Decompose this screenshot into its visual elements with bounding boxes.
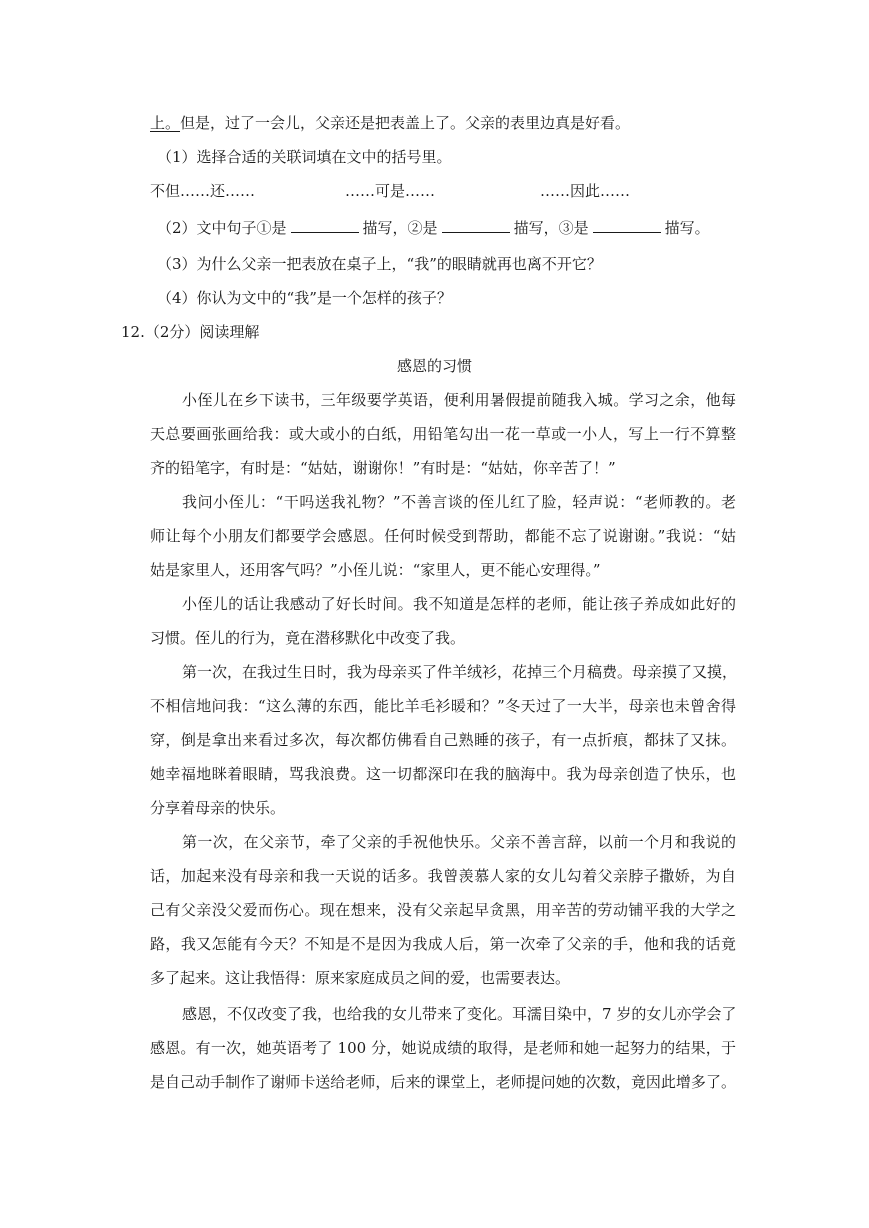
para6-line2: 感恩。有一次，她英语考了 100 分，她说成绩的取得，是老师和她一起努力的结果，于 [150,1039,736,1057]
para1-line1: 小侄儿在乡下读书，三年级要学英语，便利用暑假提前随我入城。学习之余，他每 [182,391,736,409]
sub-question-1: （1）选择合适的关联词填在文中的括号里。 [157,148,452,166]
answer-blank-1[interactable] [291,218,359,233]
para4-line4: 她幸福地眯着眼睛，骂我浪费。这一切都深印在我的脑海中。我为母亲创造了快乐，也 [150,765,736,783]
para3-line2: 习惯。侄儿的行为，竟在潜移默化中改变了我。 [150,629,466,647]
sub-question-4: （4）你认为文中的“我”是一个怎样的孩子？ [157,289,452,307]
para1-line2: 天总要画张画给我：或大或小的白纸，用铅笔勾出一花一草或一小人，写上一行不算整 [150,425,736,443]
sub-question-2: （2）文中句子①是 描写，②是 描写，③是 描写。 [157,219,710,237]
para2-line2: 师让每个小朋友们都要学会感恩。任何时候受到帮助，都能不忘了说谢谢。”我说：“姑 [150,527,736,545]
para6-line1: 感恩，不仅改变了我，也给我的女儿带来了变化。耳濡目染中，7 岁的女儿亦学会了 [182,1005,737,1023]
option-3: ……因此…… [540,182,631,200]
para6-line3: 是自己动手制作了谢师卡送给老师，后来的课堂上，老师提问她的次数，竟因此增多了。 [150,1073,736,1091]
para5-line5: 多了起来。这让我悟得：原来家庭成员之间的爱，也需要表达。 [150,969,571,987]
para5-line3: 己有父亲没父爱而伤心。现在想来，没有父亲起早贪黑，用辛苦的劳动铺平我的大学之 [150,901,736,919]
underlined-sentence: 上。 [150,114,181,132]
para2-line3: 姑是家里人，还用客气吗？”小侄儿说：“家里人，更不能心安理得。” [150,561,601,579]
para4-line5: 分享着母亲的快乐。 [150,799,286,817]
option-2: ……可是…… [345,182,436,200]
question-12-header: 12.（2分）阅读理解 [121,323,260,341]
passage-continuation: 上。但是，过了一会儿，父亲还是把表盖上了。父亲的表里边真是好看。 [150,114,631,132]
para4-line3: 穿，倒是拿出来看过多次，每次都仿佛看自己熟睡的孩子，有一点折痕，都抹了又抹。 [150,731,736,749]
option-1: 不但……还…… [150,182,256,200]
answer-blank-2[interactable] [442,218,510,233]
para5-line4: 路，我又怎能有今天？不知是不是因为我成人后，第一次牵了父亲的手，他和我的话竟 [150,935,736,953]
conjunction-options [150,181,750,201]
para4-line2: 不相信地问我：“这么薄的东西，能比羊毛衫暖和？”冬天过了一大半，母亲也未曾舍得 [150,697,736,715]
para5-line2: 话，加起来没有母亲和我一天说的话多。我曾羡慕人家的女儿勾着父亲脖子撒娇，为自 [150,867,736,885]
sub-question-3: （3）为什么父亲一把表放在桌子上，“我”的眼睛就再也离不开它？ [157,255,602,273]
para4-line1: 第一次，在我过生日时，我为母亲买了件羊绒衫，花掉三个月稿费。母亲摸了又摸， [182,663,738,681]
para3-line1: 小侄儿的话让我感动了好长时间。我不知道是怎样的老师，能让孩子养成如此好的 [182,595,736,613]
para1-line3: 齐的铅笔字，有时是：“姑姑，谢谢你！”有时是：“姑姑，你辛苦了！” [150,459,616,477]
para5-line1: 第一次，在父亲节，牵了父亲的手祝他快乐。父亲不善言辞，以前一个月和我说的 [182,833,736,851]
answer-blank-3[interactable] [593,218,661,233]
para2-line1: 我问小侄儿：“干吗送我礼物？”不善言谈的侄儿红了脸，轻声说：“老师教的。老 [182,493,736,511]
passage-title: 感恩的习惯 [396,357,472,375]
